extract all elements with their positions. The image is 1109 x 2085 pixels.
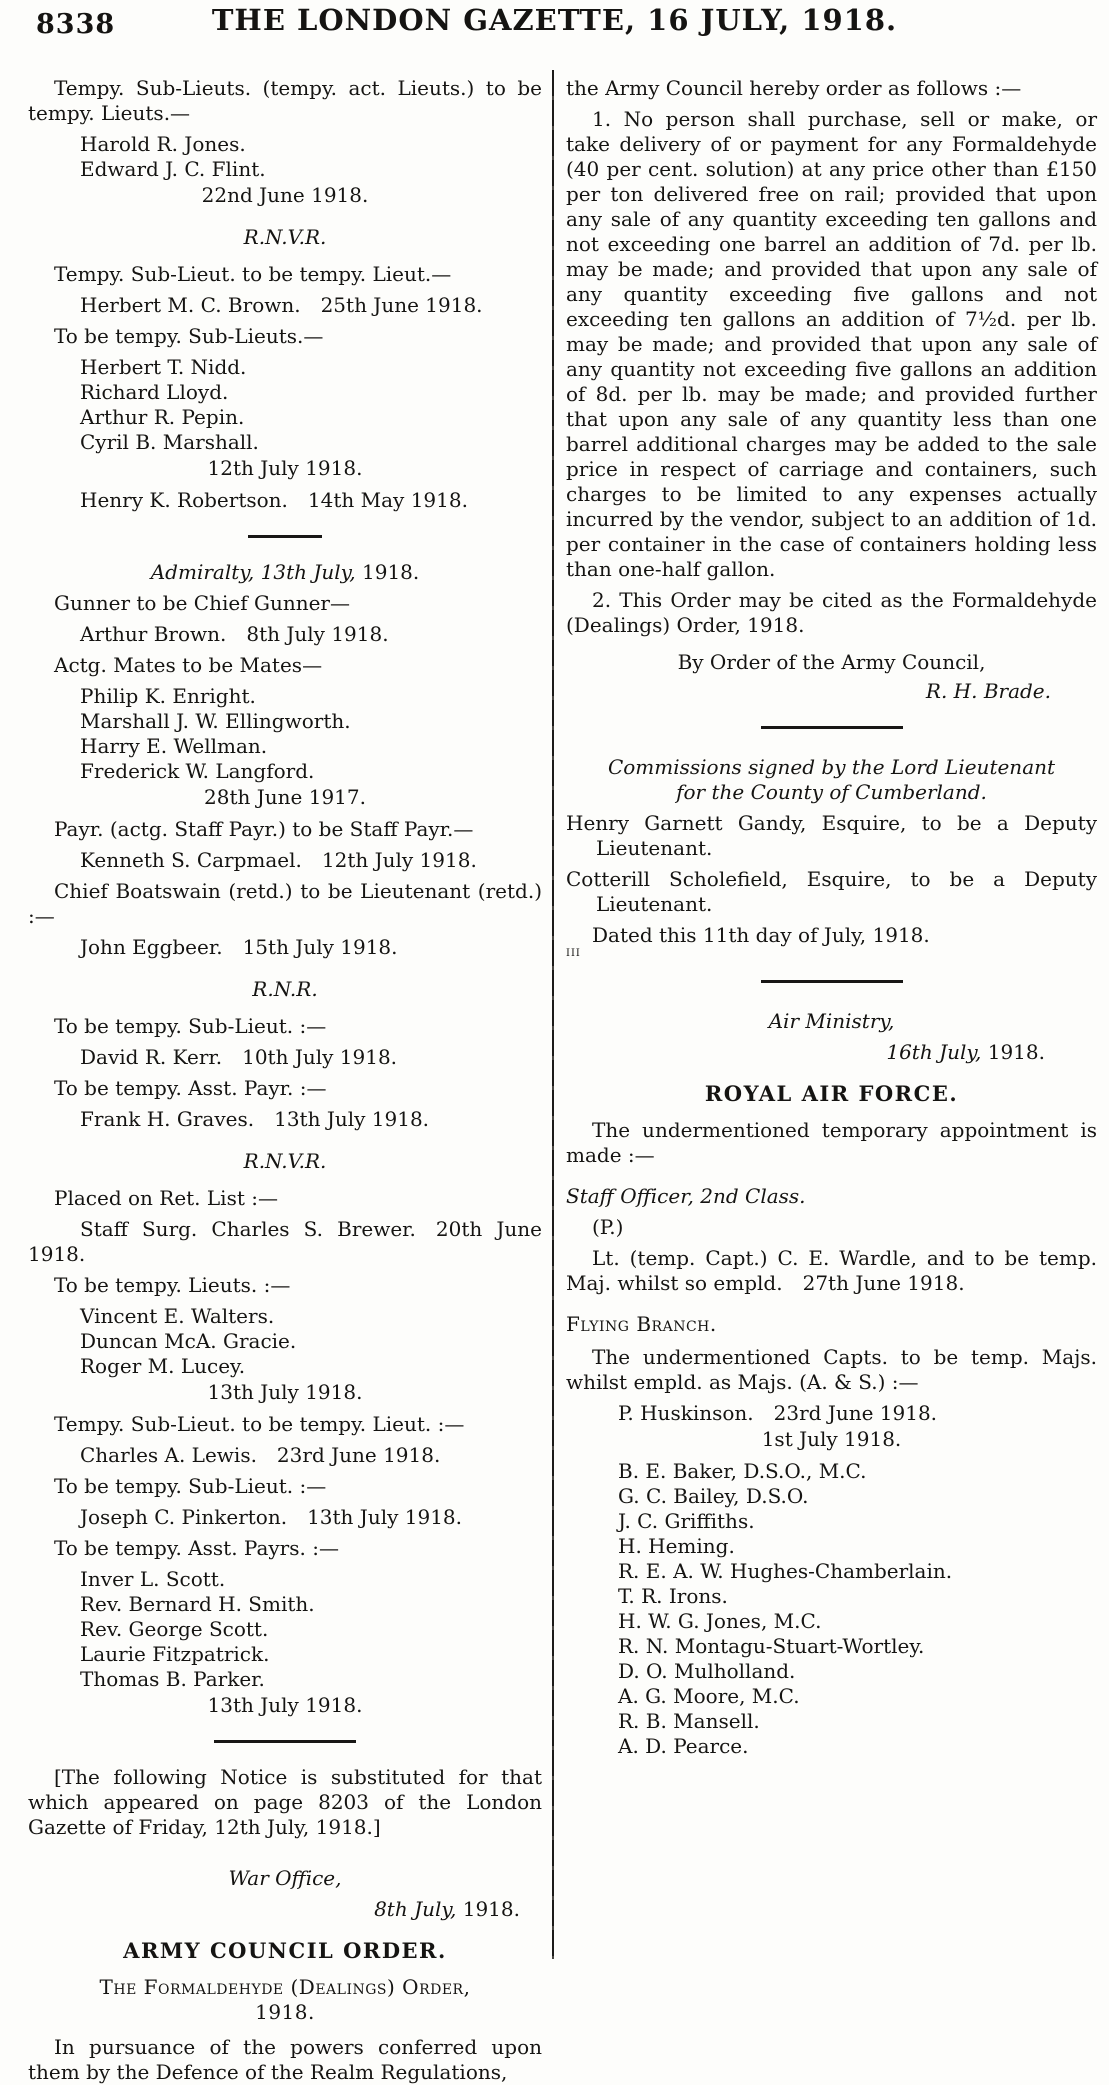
text-line <box>566 755 1097 780</box>
name-line: Henry K. Robertson. 14th May 1918. <box>80 488 468 512</box>
date-line: 13th July 1918. <box>207 1380 363 1404</box>
paragraph: Placed on Ret. List :— <box>54 1186 278 1210</box>
name-line: Charles A. Lewis. 23rd June 1918. <box>80 1443 441 1467</box>
branch-heading: Flying Branch. <box>566 1312 717 1336</box>
paragraph: 1. No person shall purchase, sell or make, or take delivery of or payment for any Formaldehyde (40 per cent. solution) at any price other than £150 per ton delivered free on rail; provided that upon any sale of any quantity exceeding ten gallons and not exceeding one barrel an addition of 7d. per lb. may be made; and provided that upon any sale of any quantity exceeding five gallons and not exceeding ten gallons an addition of 7½d. per lb. may be made; and provided that upon any sale of any quantity not exceeding five gallons an addition of 8d. per lb. may be made; and provided further that upon any sale of any quantity less than one barrel additional charges may be added to the sale price in respect of carriage and containers, such charges to be limited to any expenses actually incurred by the vendor, subject to an addition of 1d. per container in the case of containers holding less than one-half gallon. <box>566 107 1097 581</box>
name-line: David R. Kerr. 10th July 1918. <box>80 1045 398 1069</box>
paragraph: Gunner to be Chief Gunner— <box>54 591 350 615</box>
name-line: Frederick W. Langford. <box>80 759 315 783</box>
order-subtitle <box>28 1975 542 2025</box>
separator-rule <box>761 726 903 729</box>
paragraph: Dated this 11th day of July, 1918. <box>592 923 930 947</box>
left-column <box>28 70 542 2084</box>
name-line: Frank H. Graves. 13th July 1918. <box>80 1107 430 1131</box>
paragraph: The undermentioned Capts. to be temp. Majs. whilst empld. as Majs. (A. & S.) :— <box>566 1345 1097 1394</box>
name-line: Rev. Bernard H. Smith. <box>80 1592 315 1616</box>
name-line: Rev. George Scott. <box>80 1617 269 1641</box>
paragraph: [The following Notice is substituted for that which appeared on page 8203 of the London Gazette of Friday, 12th July, 1918.] <box>28 1765 542 1839</box>
subsection-heading: Staff Officer, 2nd Class. <box>566 1184 806 1208</box>
paragraph: Staff Surg. Charles S. Brewer. 20th June 1918. <box>28 1217 542 1266</box>
name-line: Philip K. Enright. <box>80 684 256 708</box>
date-line <box>566 1040 1097 1065</box>
section-heading: R.N.V.R. <box>243 1149 327 1173</box>
name-line: D. O. Mulholland. <box>618 1659 796 1683</box>
paragraph: Lt. (temp. Capt.) C. E. Wardle, and to be temp. Maj. whilst so empld. 27th June 1918. <box>566 1246 1097 1295</box>
text-segment: Cumberland. <box>855 780 987 804</box>
name-line: Duncan McA. Gracie. <box>80 1329 297 1353</box>
paragraph: To be tempy. Lieuts. :— <box>54 1273 291 1297</box>
paragraph: Chief Boatswain (retd.) to be Lieutenant (retd.) :— <box>28 879 542 928</box>
name-line: G. C. Bailey, D.S.O. <box>618 1484 809 1508</box>
name-line: Arthur R. Pepin. <box>80 405 245 429</box>
section-heading: R.N.V.R. <box>243 225 327 249</box>
order-title: ARMY COUNCIL ORDER. <box>123 1938 447 1963</box>
text-segment: 1918. <box>462 1897 520 1921</box>
column-divider <box>552 70 554 1959</box>
name-line: Joseph C. Pinkerton. 13th July 1918. <box>80 1505 463 1529</box>
name-line: A. D. Pearce. <box>618 1734 749 1758</box>
paragraph: the Army Council hereby order as follows :— <box>566 76 1022 100</box>
paragraph: Tempy. Sub-Lieut. to be tempy. Lieut. :— <box>54 1412 465 1436</box>
name-line: John Eggbeer. 15th July 1918. <box>80 935 398 959</box>
name-line: Richard Lloyd. <box>80 380 229 404</box>
paragraph: The undermentioned temporary appointment is made :— <box>566 1118 1097 1167</box>
print-artifact: III <box>566 948 581 959</box>
paragraph: To be tempy. Asst. Payrs. :— <box>54 1536 339 1560</box>
date-line: 28th June 1917. <box>204 785 366 809</box>
paragraph: To be tempy. Sub-Lieut. :— <box>54 1014 327 1038</box>
office-dateline: War Office, <box>228 1866 342 1890</box>
text-line: 1918. <box>255 2000 315 2024</box>
name-line: Herbert T. Nidd. <box>80 355 247 379</box>
name-line: R. E. A. W. Hughes-Chamberlain. <box>618 1559 953 1583</box>
separator-rule <box>761 980 903 983</box>
section-heading: R.N.R. <box>252 977 318 1001</box>
name-line: B. E. Baker, D.S.O., M.C. <box>618 1459 867 1483</box>
order-title: ROYAL AIR FORCE. <box>704 1081 959 1106</box>
paragraph: Actg. Mates to be Mates— <box>54 653 323 677</box>
paragraph: Cotterill Scholefield, Esquire, to be a Deputy Lieutenant. <box>566 867 1097 916</box>
name-line: Edward J. C. Flint. <box>80 157 266 181</box>
name-line: R. N. Montagu-Stuart-Wortley. <box>618 1634 925 1658</box>
page-title: THE LONDON GAZETTE, 16 JULY, 1918. <box>211 3 898 37</box>
name-line: R. B. Mansell. <box>618 1709 760 1733</box>
name-line: Marshall J. W. Ellingworth. <box>80 709 351 733</box>
text-line <box>566 780 1097 805</box>
name-line: Roger M. Lucey. <box>80 1354 246 1378</box>
name-line: H. W. G. Jones, M.C. <box>618 1609 822 1633</box>
signature: R. H. Brade. <box>925 679 1051 703</box>
paragraph: Tempy. Sub-Lieut. to be tempy. Lieut.— <box>54 262 452 286</box>
name-line: A. G. Moore, M.C. <box>618 1684 800 1708</box>
text-segment: Admiralty, 13th July, <box>150 560 362 584</box>
page-body <box>0 58 1109 2084</box>
paragraph: 2. This Order may be cited as the Formaldehyde (Dealings) Order, 1918. <box>566 588 1097 637</box>
name-line: Arthur Brown. 8th July 1918. <box>80 622 389 646</box>
name-line: Inver L. Scott. <box>80 1567 226 1591</box>
date-line: 12th July 1918. <box>207 456 363 480</box>
name-line: H. Heming. <box>618 1534 735 1558</box>
text-line: The Formaldehyde (Dealings) Order, <box>99 1975 471 1999</box>
page-header <box>0 0 1109 58</box>
office-dateline <box>28 560 542 585</box>
paragraph: To be tempy. Asst. Payr. :— <box>54 1076 327 1100</box>
text-segment: Commissions signed by the Lord Lieutenant <box>607 755 1056 779</box>
paragraph: To be tempy. Sub-Lieut. :— <box>54 1474 327 1498</box>
text-segment: 1918. <box>987 1040 1045 1064</box>
separator-rule <box>248 535 322 538</box>
paragraph: In pursuance of the powers conferred upon them by the Defence of the Realm Regulations, <box>28 2035 542 2084</box>
paragraph: Henry Garnett Gandy, Esquire, to be a Deputy Lieutenant. <box>566 811 1097 860</box>
date-line: 1st July 1918. <box>761 1427 902 1451</box>
name-line: Laurie Fitzpatrick. <box>80 1642 270 1666</box>
name-line: Thomas B. Parker. <box>80 1667 265 1691</box>
separator-rule <box>214 1740 356 1743</box>
name-line: T. R. Irons. <box>618 1584 728 1608</box>
name-line: J. C. Griffiths. <box>618 1509 755 1533</box>
name-line: Kenneth S. Carpmael. 12th July 1918. <box>80 848 477 872</box>
name-line: Cyril B. Marshall. <box>80 430 259 454</box>
text-segment: 16th July, <box>886 1040 988 1064</box>
name-line: Harry E. Wellman. <box>80 734 268 758</box>
name-line: Vincent E. Walters. <box>80 1304 275 1328</box>
text-segment: 8th July, <box>374 1897 463 1921</box>
right-column <box>566 70 1097 1959</box>
closing-line: By Order of the Army Council, <box>677 650 986 674</box>
office-dateline: Air Ministry, <box>768 1009 895 1033</box>
paragraph: Payr. (actg. Staff Payr.) to be Staff Payr.— <box>54 817 474 841</box>
date-line <box>28 1897 542 1922</box>
name-line: Herbert M. C. Brown. 25th June 1918. <box>80 293 483 317</box>
paragraph: (P.) <box>592 1215 624 1239</box>
text-segment: for the County of <box>676 780 856 804</box>
office-dateline <box>566 755 1097 805</box>
name-line: Harold R. Jones. <box>80 132 246 156</box>
date-line: 22nd June 1918. <box>201 183 369 207</box>
text-segment: 1918. <box>362 560 420 584</box>
paragraph: Tempy. Sub-Lieuts. (tempy. act. Lieuts.) to be tempy. Lieuts.— <box>28 76 542 125</box>
name-line: P. Huskinson. 23rd June 1918. <box>618 1401 938 1425</box>
page-number: 8338 <box>36 9 116 40</box>
date-line: 13th July 1918. <box>207 1693 363 1717</box>
paragraph: To be tempy. Sub-Lieuts.— <box>54 324 324 348</box>
